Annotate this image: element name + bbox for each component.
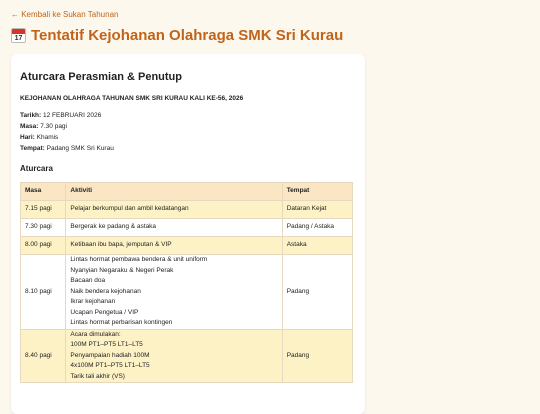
table-row xyxy=(21,255,353,330)
cell-masa: 7.30 pagi xyxy=(21,219,66,237)
card-title: Aturcara Perasmian & Penutup xyxy=(20,71,182,83)
cell-tempat: Dataran Kejat xyxy=(282,201,352,219)
cell-tempat: Padang xyxy=(282,329,352,383)
cell-aktiviti xyxy=(66,237,282,255)
aktiviti-line: Tarik tali akhir (VS) xyxy=(70,372,125,380)
header-aktiviti: Aktiviti xyxy=(66,183,282,201)
page-title-text: Tentatif Kejohanan Olahraga SMK Sri Kurau xyxy=(31,27,344,44)
table-row xyxy=(21,329,353,383)
header-masa: Masa xyxy=(21,183,66,201)
cell-masa: 7.15 pagi xyxy=(21,201,66,219)
header-tempat: Tempat xyxy=(282,183,352,201)
aktiviti-line: Bacaan doa xyxy=(70,277,106,284)
aktiviti-line: Lintas hormat perbarisan kontingen xyxy=(70,319,173,326)
event-heading: KEJOHANAN OLAHRAGA TAHUNAN SMK SRI KURAU KALI KE-56, 2026 xyxy=(20,95,244,102)
aktiviti-line: 4x100M PT1–PT5 LT1–LT5 xyxy=(70,362,150,369)
calendar-icon: 17 xyxy=(11,28,26,43)
aktiviti-line: Lintas hormat pembawa bendera & unit uniform xyxy=(70,256,208,263)
cell-masa: 8.00 pagi xyxy=(21,237,66,255)
aktiviti-line: Acara dimulakan: xyxy=(70,330,121,338)
table-row xyxy=(21,219,353,237)
cell-aktiviti xyxy=(66,219,282,237)
table-row xyxy=(21,201,353,219)
cell-tempat: Astaka xyxy=(282,237,352,255)
table-header-row xyxy=(21,183,353,201)
aktiviti-line: Nyanyian Negaraku & Negeri Perak xyxy=(70,266,174,274)
schedule-table xyxy=(20,182,353,383)
cell-tempat: Padang xyxy=(282,255,352,330)
section-heading: Aturcara xyxy=(20,164,53,173)
cell-aktiviti xyxy=(66,201,282,219)
table-row xyxy=(21,237,353,255)
aktiviti-line: Bergerak ke padang & astaka xyxy=(70,223,157,231)
cell-aktiviti xyxy=(66,255,282,330)
cell-tempat: Padang / Astaka xyxy=(282,219,352,237)
meta-date: Tarikh: 12 FEBRUARI 2026 xyxy=(20,112,102,119)
cell-masa: 8.40 pagi xyxy=(21,329,66,383)
aktiviti-line: Pelajar berkumpul dan ambil kedatangan xyxy=(70,205,189,213)
cell-aktiviti xyxy=(66,329,282,383)
meta-time: Masa: 7.30 pagi xyxy=(20,123,67,130)
back-link[interactable]: ← Kembali ke Sukan Tahunan xyxy=(11,10,119,19)
meta-day: Hari: Khamis xyxy=(20,134,59,141)
aktiviti-line: Ikrar kejohanan xyxy=(70,298,116,305)
aktiviti-line: Ketibaan ibu bapa, jemputan & VIP xyxy=(70,241,172,249)
schedule-card xyxy=(11,54,365,414)
meta-venue: Tempat: Padang SMK Sri Kurau xyxy=(20,145,114,152)
page-title xyxy=(11,27,343,44)
aktiviti-line: Naik bendera kejohanan xyxy=(70,287,141,295)
aktiviti-line: Penyampaian hadiah 100M xyxy=(70,351,150,359)
aktiviti-line: 100M PT1–PT5 LT1–LT5 xyxy=(70,341,143,348)
aktiviti-line: Ucapan Pengetua / VIP xyxy=(70,308,139,316)
cell-masa: 8.10 pagi xyxy=(21,255,66,330)
